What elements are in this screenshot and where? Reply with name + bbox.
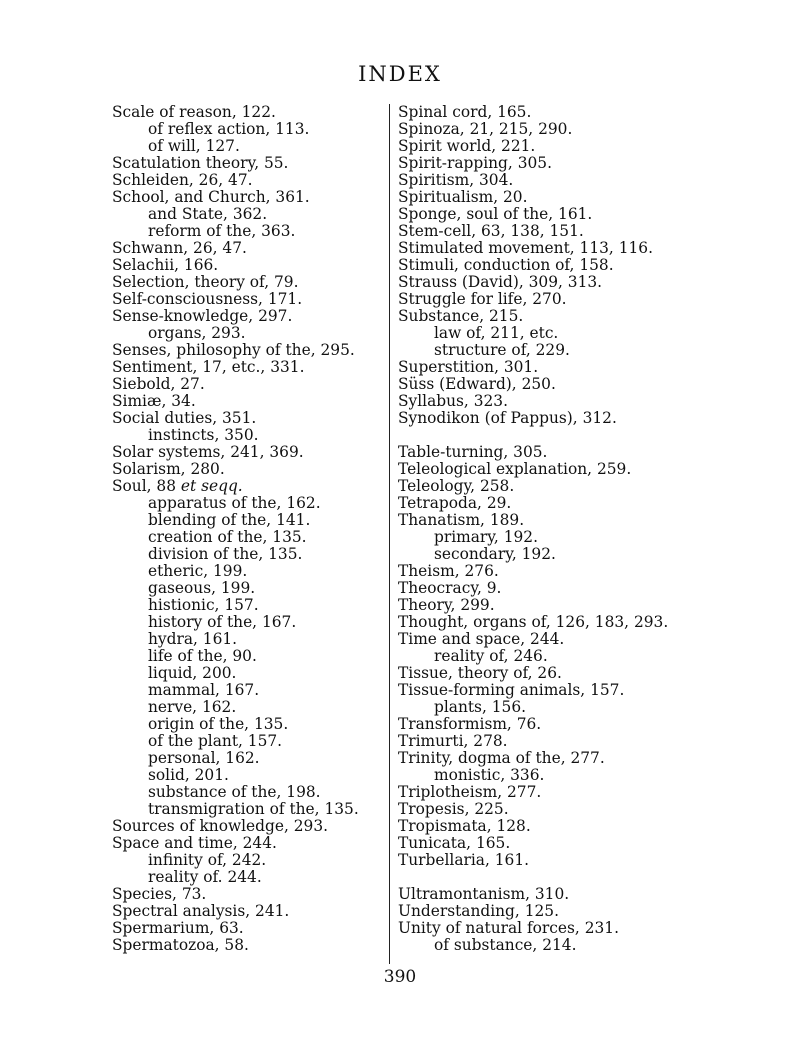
index-entry: Senses, philosophy of the, 295. <box>112 341 355 359</box>
index-entry: Spirit-rapping, 305. <box>398 154 552 172</box>
index-entry: Thanatism, 189. <box>398 511 525 529</box>
index-subentry: infinity of, 242. <box>148 851 267 869</box>
index-entry: Trinity, dogma of the, 277. <box>398 749 605 767</box>
index-subentry: and State, 362. <box>148 205 268 223</box>
index-entry: Spinoza, 21, 215, 290. <box>398 120 573 138</box>
index-subentry: solid, 201. <box>148 766 229 784</box>
index-entry: Triplotheism, 277. <box>398 783 542 801</box>
index-entry: Social duties, 351. <box>112 409 257 427</box>
index-subentry: creation of the, 135. <box>148 528 307 546</box>
index-entry: Substance, 215. <box>398 307 524 325</box>
index-entry: Synodikon (of Pappus), 312. <box>398 409 617 427</box>
index-entry: Spermarium, 63. <box>112 919 244 937</box>
index-entry: Understanding, 125. <box>398 902 559 920</box>
page-number: 390 <box>383 967 417 987</box>
index-subentry: of reflex action, 113. <box>148 120 310 138</box>
index-entry: School, and Church, 361. <box>112 188 310 206</box>
index-entry: Tissue-forming animals, 157. <box>398 681 625 699</box>
index-subentry: hydra, 161. <box>148 630 238 648</box>
index-entry: Time and space, 244. <box>398 630 565 648</box>
index-subentry: apparatus of the, 162. <box>148 494 321 512</box>
index-entry: Syllabus, 323. <box>398 392 508 410</box>
index-entry: Spirit world, 221. <box>398 137 536 155</box>
index-entry: Teleology, 258. <box>398 477 515 495</box>
index-subentry: transmigration of the, 135. <box>148 800 359 818</box>
index-subentry: life of the, 90. <box>148 647 257 665</box>
index-entry: Soul, 88 et seqq. <box>112 477 243 495</box>
index-entry: Teleological explanation, 259. <box>398 460 632 478</box>
index-entry: Tetrapoda, 29. <box>398 494 512 512</box>
index-subentry: of the plant, 157. <box>148 732 283 750</box>
index-entry: Thought, organs of, 126, 183, 293. <box>398 613 669 631</box>
index-entry: Tropesis, 225. <box>398 800 509 818</box>
index-subentry: liquid, 200. <box>148 664 237 682</box>
index-subentry: reform of the, 363. <box>148 222 296 240</box>
index-subentry: etheric, 199. <box>148 562 248 580</box>
index-subentry: mammal, 167. <box>148 681 260 699</box>
index-entry: Tunicata, 165. <box>398 834 511 852</box>
index-entry: Tropismata, 128. <box>398 817 531 835</box>
index-entry: Sentiment, 17, etc., 331. <box>112 358 305 376</box>
index-subentry: history of the, 167. <box>148 613 297 631</box>
index-subentry: law of, 211, etc. <box>434 324 559 342</box>
index-entry: Theocracy, 9. <box>398 579 502 597</box>
section-gap <box>398 427 694 444</box>
index-entry: Solarism, 280. <box>112 460 225 478</box>
index-entry: Stimulated movement, 113, 116. <box>398 239 653 257</box>
index-entry: Schleiden, 26, 47. <box>112 171 253 189</box>
index-entry: Selachii, 166. <box>112 256 219 274</box>
index-entry: Trimurti, 278. <box>398 732 508 750</box>
index-entry: Spiritualism, 20. <box>398 188 528 206</box>
index-entry: Solar systems, 241, 369. <box>112 443 304 461</box>
index-subentry: primary, 192. <box>434 528 538 546</box>
index-entry: Scatulation theory, 55. <box>112 154 289 172</box>
index-subentry: monistic, 336. <box>434 766 545 784</box>
index-entry: Species, 73. <box>112 885 207 903</box>
page-title: INDEX <box>358 62 442 86</box>
index-entry: Spectral analysis, 241. <box>112 902 290 920</box>
index-entry: Selection, theory of, 79. <box>112 273 299 291</box>
column-divider <box>389 104 390 964</box>
index-subentry: gaseous, 199. <box>148 579 256 597</box>
index-subentry: of substance, 214. <box>434 936 577 954</box>
index-entry: Sponge, soul of the, 161. <box>398 205 593 223</box>
index-entry: Spermatozoa, 58. <box>112 936 249 954</box>
index-subentry: reality of, 246. <box>434 647 548 665</box>
index-subentry: nerve, 162. <box>148 698 237 716</box>
index-column-right <box>398 104 694 954</box>
index-entry: Tissue, theory of, 26. <box>398 664 562 682</box>
index-entry: Spiritism, 304. <box>398 171 514 189</box>
index-entry: Strauss (David), 309, 313. <box>398 273 603 291</box>
index-subentry: origin of the, 135. <box>148 715 289 733</box>
index-subentry: instincts, 350. <box>148 426 259 444</box>
index-entry: Sense-knowledge, 297. <box>112 307 293 325</box>
section-gap <box>398 869 694 886</box>
index-entry: Simiæ, 34. <box>112 392 196 410</box>
index-entry: Theory, 299. <box>398 596 495 614</box>
index-subentry: plants, 156. <box>434 698 526 716</box>
index-entry: Struggle for life, 270. <box>398 290 567 308</box>
index-subentry: substance of the, 198. <box>148 783 321 801</box>
index-entry: Stem-cell, 63, 138, 151. <box>398 222 584 240</box>
index-entry: Turbellaria, 161. <box>398 851 530 869</box>
index-subentry: division of the, 135. <box>148 545 303 563</box>
index-entry: Siebold, 27. <box>112 375 205 393</box>
index-entry: Superstition, 301. <box>398 358 539 376</box>
index-column-left <box>112 104 384 954</box>
index-entry: Süss (Edward), 250. <box>398 375 556 393</box>
index-entry: Stimuli, conduction of, 158. <box>398 256 614 274</box>
index-entry: Spinal cord, 165. <box>398 103 532 121</box>
index-entry: Table-turning, 305. <box>398 443 548 461</box>
index-subentry: organs, 293. <box>148 324 246 342</box>
index-entry: Transformism, 76. <box>398 715 542 733</box>
index-subentry: histionic, 157. <box>148 596 259 614</box>
index-entry: Schwann, 26, 47. <box>112 239 247 257</box>
index-subentry: blending of the, 141. <box>148 511 311 529</box>
index-entry: Scale of reason, 122. <box>112 103 276 121</box>
index-entry: Unity of natural forces, 231. <box>398 919 619 937</box>
index-subentry: reality of. 244. <box>148 868 262 886</box>
index-entry: Sources of knowledge, 293. <box>112 817 329 835</box>
index-entry: Ultramontanism, 310. <box>398 885 570 903</box>
index-entry: Self-consciousness, 171. <box>112 290 303 308</box>
index-subentry: personal, 162. <box>148 749 260 767</box>
index-entry: Theism, 276. <box>398 562 499 580</box>
index-subentry: structure of, 229. <box>434 341 570 359</box>
index-entry: Space and time, 244. <box>112 834 277 852</box>
index-subentry: of will, 127. <box>148 137 240 155</box>
index-subentry: secondary, 192. <box>434 545 556 563</box>
